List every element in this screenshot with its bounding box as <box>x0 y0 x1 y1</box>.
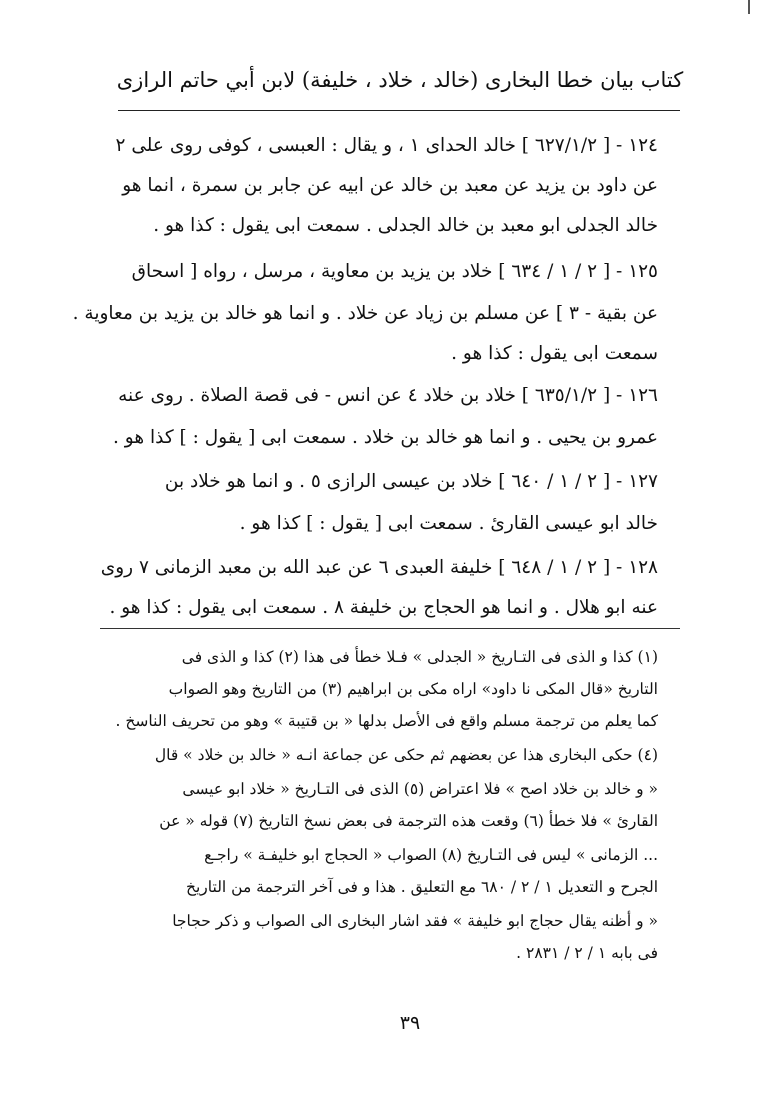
footnote-rule <box>100 628 680 629</box>
entry-124-line-1: ١٢٤ - [ ٦٢٧/١/٢ ] خالد الحداى ١ ، و يقال : العبسى ، كوفى روى على ٢ <box>115 135 658 156</box>
entry-124-line-3: خالد الجدلى ابو معبد بن خالد الجدلى . سمعت ابى يقول : كذا هو . <box>153 215 658 236</box>
footnote-line: الجرح و التعديل ١ / ٢ / ٦٨٠ مع التعليق . هذا و فى آخر الترجمة من التاريخ <box>185 878 658 896</box>
entry-127-line-1: ١٢٧ - [ ٢ / ١ / ٦٤٠ ] خلاد بن عيسى الرازى ٥ . و انما هو خلاد بن <box>164 471 658 492</box>
footnote-line: (١) كذا و الذى فى التـاريخ « الجدلى » فـلا خطأ فى هذا (٢) كذا و الذى فى <box>181 648 658 666</box>
entry-126-line-1: ١٢٦ - [ ٦٣٥/١/٢ ] خلاد بن خلاد ٤ عن انس - فى قصة الصلاة . روى عنه <box>118 385 658 406</box>
footnote-line: ... الزمانى » ليس فى التـاريخ (٨) الصواب « الحجاج ابو خليفـة » راجـع <box>204 846 658 864</box>
entry-125-line-3: سمعت ابى يقول : كذا هو . <box>451 343 658 364</box>
entry-124-line-2: عن داود بن يزيد عن معبد بن خالد عن ابيه عن جابر بن سمرة ، انما هو <box>122 175 658 196</box>
header-rule <box>118 110 680 111</box>
entry-127-line-2: خالد ابو عيسى القارئ . سمعت ابى [ يقول : ] كذا هو . <box>239 513 658 534</box>
entry-126-line-2: عمرو بن يحيى . و انما هو خالد بن خلاد . سمعت ابى [ يقول : ] كذا هو . <box>113 427 658 448</box>
footnote-line: التاريخ «قال المكى نا داود» اراه مكى بن ابراهيم (٣) من التاريخ وهو الصواب <box>168 680 658 698</box>
footnote-line: كما يعلم من ترجمة مسلم واقع فى الأصل بدلها « بن قتيبة » وهو من تحريف الناسخ . <box>115 712 658 730</box>
entry-128-line-2: عنه ابو هلال . و انما هو الحجاج بن خليفة ٨ . سمعت ابى يقول : كذا هو . <box>109 597 658 618</box>
running-header: كتاب بيان خطا البخارى (خالد ، خلاد ، خليفة) لابن أبي حاتم الرازى <box>116 68 684 92</box>
entry-125-line-2: عن بقية - ٣ ] عن مسلم بن زياد عن خلاد . و انما هو خالد بن يزيد بن معاوية . <box>72 303 658 324</box>
entry-125-line-1: ١٢٥ - [ ٢ / ١ / ٦٣٤ ] خلاد بن يزيد بن معاوية ، مرسل ، رواه [ اسحاق <box>131 261 658 282</box>
footnote-line: « و أظنه يقال حجاج ابو خليفة » فقد اشار البخارى الى الصواب و ذكر حجاجا <box>172 912 658 930</box>
footnote-line: « و خالد بن خلاد اصح » فلا اعتراض (٥) الذى فى التـاريخ « خلاد ابو عيسى <box>182 780 658 798</box>
footnote-line: (٤) حكى البخارى هذا عن بعضهم ثم حكى عن جماعة انـه « خالد بن خلاد » قال <box>154 746 658 764</box>
scan-mark <box>748 0 750 14</box>
footnote-line: القارئ » فلا خطأ (٦) وقعت هذه الترجمة فى بعض نسخ التاريخ (٧) قوله « عن <box>159 812 658 830</box>
page-number: ٣٩ <box>399 1012 421 1034</box>
footnote-line: فى بابه ١ / ٢ / ٢٨٣١ . <box>516 944 658 962</box>
entry-128-line-1: ١٢٨ - [ ٢ / ١ / ٦٤٨ ] خليفة العبدى ٦ عن عبد الله بن معبد الزمانى ٧ روى <box>100 557 658 578</box>
